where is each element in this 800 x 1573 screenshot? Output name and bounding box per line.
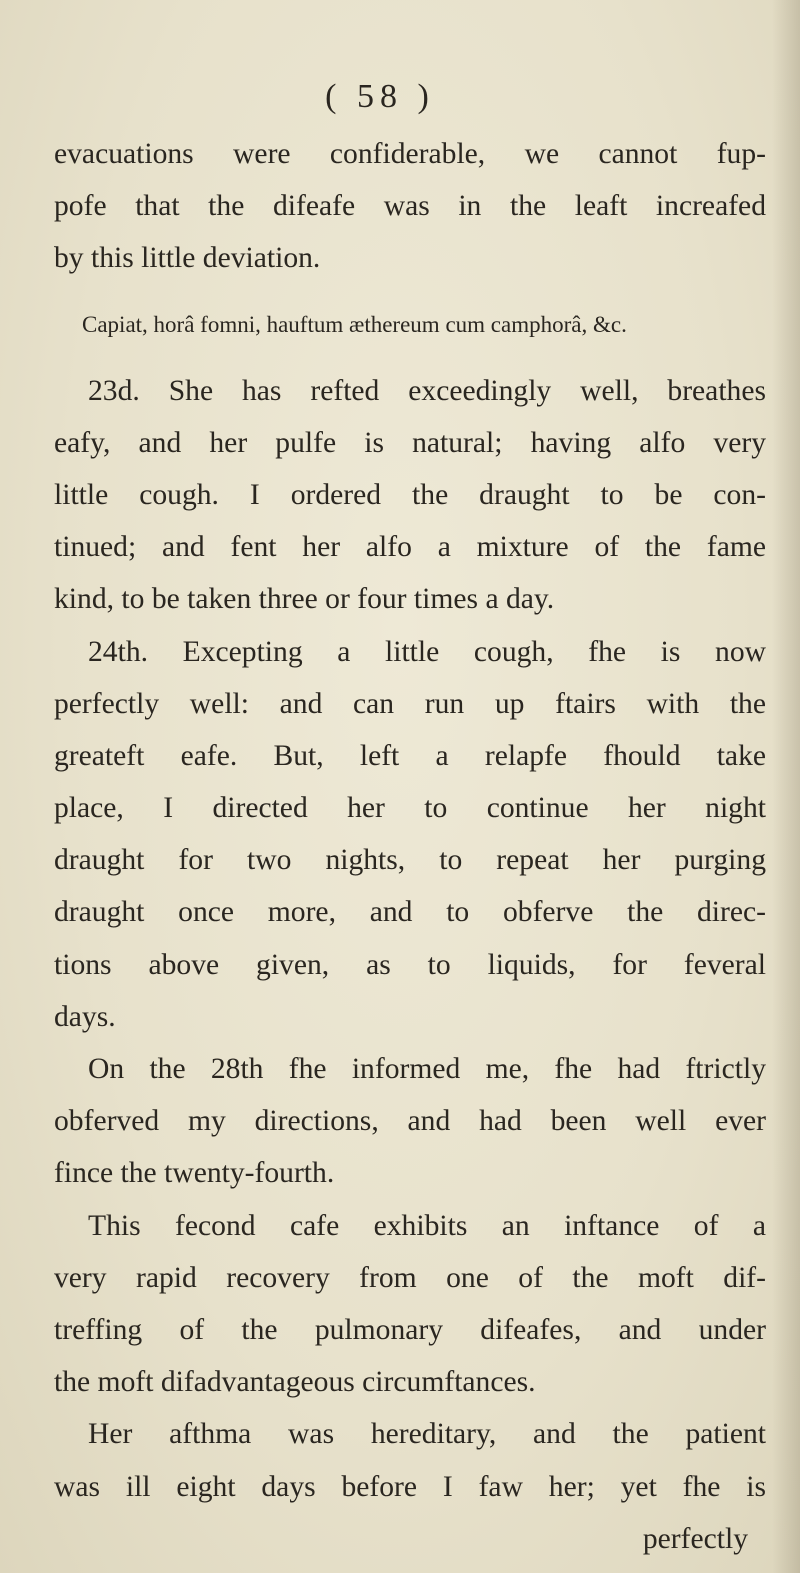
text-line: This fecond cafe exhibits an inftance of a [88,1209,766,1242]
text-line: eafy, and her pulfe is natural; having alfo very [54,426,766,459]
text-line: very rapid recovery from one of the moft dif- [54,1261,766,1294]
text-line: days. [54,1000,116,1033]
text-line: tinued; and fent her alfo a mixture of the fame [54,531,766,564]
page-edge-shadow [772,0,800,1573]
text-line: draught for two nights, to repeat her purging [54,844,766,877]
prescription-note: Capiat, horâ fomni, hauftum æthereum cum camphorâ, &c. [82,311,627,337]
text-line: kind, to be taken three or four times a day. [54,583,555,616]
text-line: tions above given, as to liquids, for feveral [54,948,766,981]
body-text [54,128,766,1565]
text-line: perfectly well: and can run up ftairs with the [54,687,766,720]
text-line: pofe that the difeafe was in the leaft increafed [54,190,766,223]
text-line: draught once more, and to obferve the direc- [54,896,766,929]
text-line: 24th. Excepting a little cough, fhe is now [88,635,766,668]
text-line: little cough. I ordered the draught to be con- [54,478,766,511]
text-line: greateft eafe. But, left a relapfe fhould take [54,739,766,772]
text-line: On the 28th fhe informed me, fhe had ftrictly [88,1053,766,1085]
text-line: place, I directed her to continue her night [54,792,766,825]
text-line: Her afthma was hereditary, and the patient [88,1418,766,1451]
catchword: perfectly [642,1522,748,1555]
text-line: fince the twenty-fourth. [54,1157,335,1190]
text-line: was ill eight days before I faw her; yet fhe is [54,1470,766,1503]
text-line: evacuations were confiderable, we cannot fup- [54,138,766,170]
text-line: obferved my directions, and had been well ever [54,1105,766,1138]
text-line: by this little deviation. [54,242,321,275]
text-line: treffing of the pulmonary difeafes, and under [54,1313,766,1346]
page-number: ( 58 ) [325,78,435,115]
text-line: the moft difadvantageous circumftances. [54,1366,536,1399]
text-line: 23d. She has refted exceedingly well, breathes [88,374,766,407]
